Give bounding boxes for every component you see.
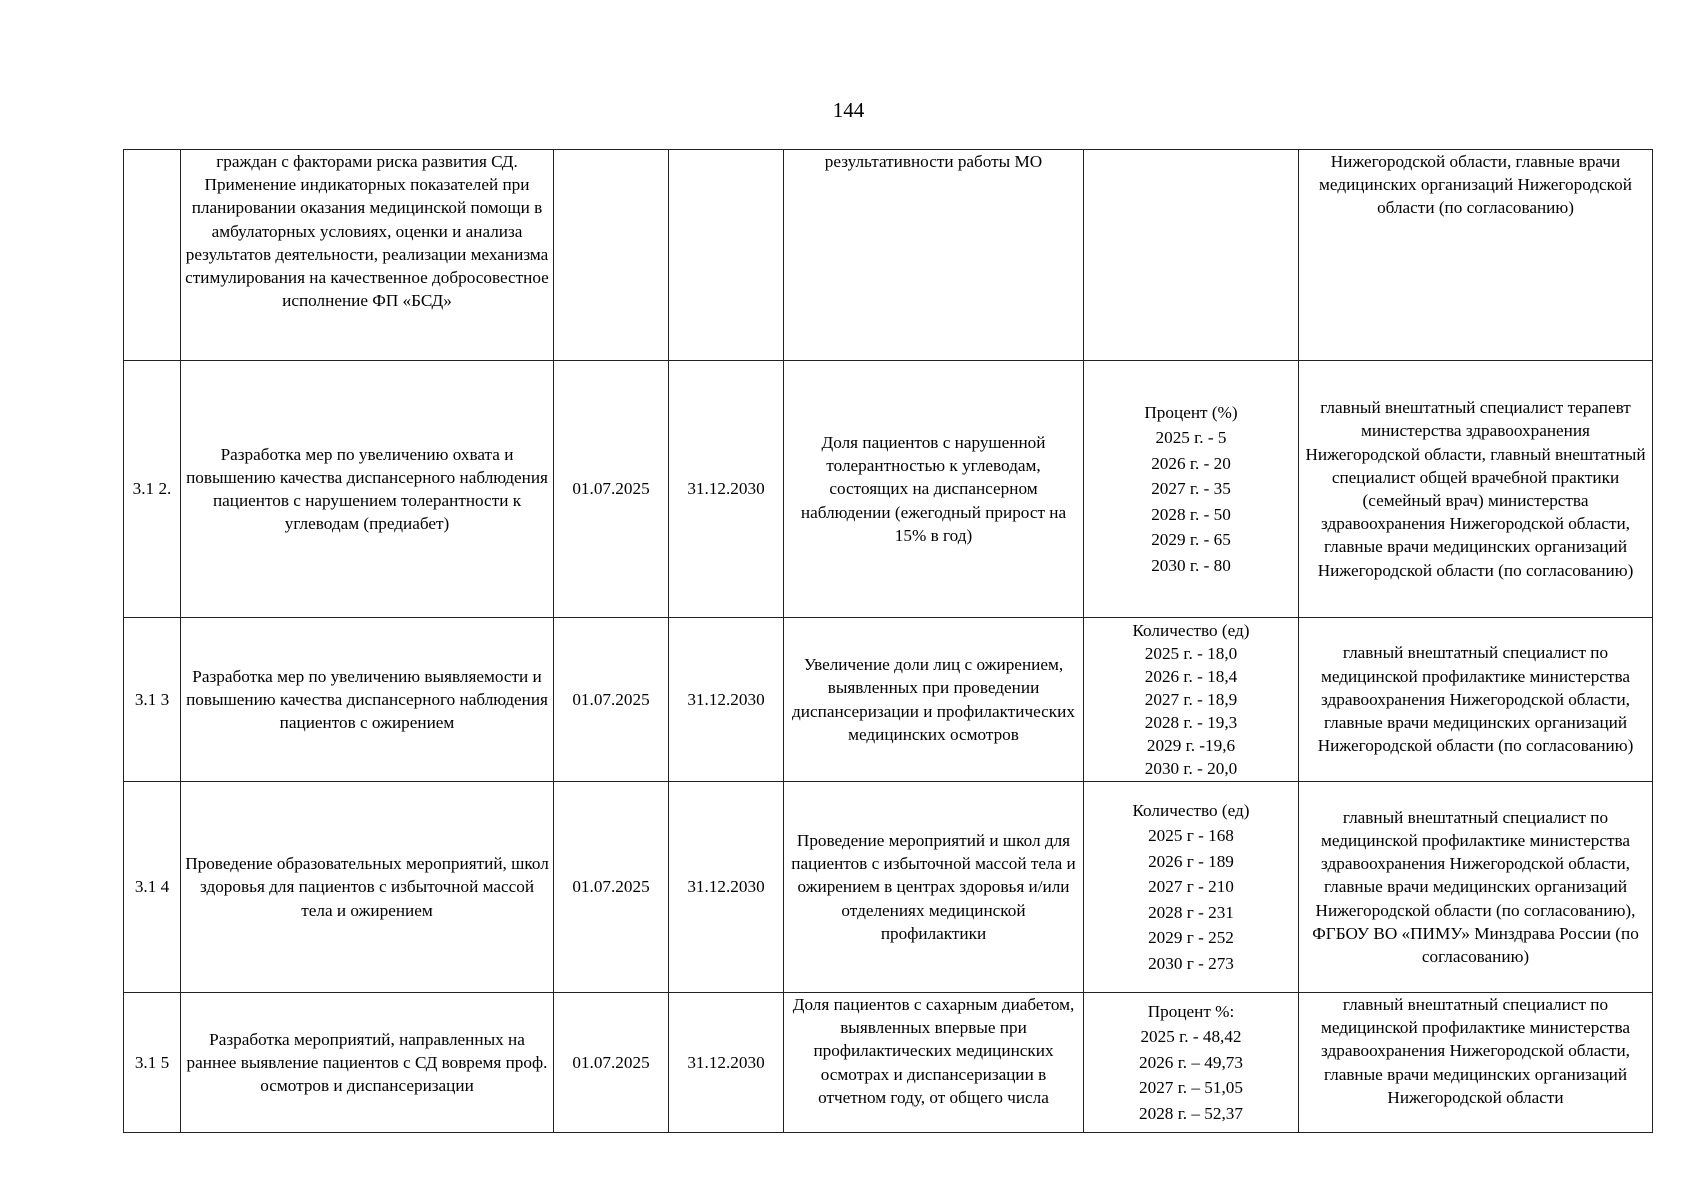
indicator-line: 2028 г. – 52,37 (1139, 1103, 1243, 1123)
indicator-line: 2027 г. - 35 (1151, 479, 1231, 499)
measure-name-cell: Разработка мер по увеличению выявляемости и повышению качества диспансерного наблюдения пациентов с ожирением (181, 618, 554, 782)
measure-name-cell: Разработка мероприятий, направленных на раннее выявление пациентов с СД вовремя проф. осмотров и диспансеризации (181, 993, 554, 1133)
measure-name-cell: Проведение образовательных мероприятий, школ здоровья для пациентов с избыточной массой тела и ожирением (181, 782, 554, 993)
indicator-cell (1084, 150, 1299, 361)
table-row (124, 618, 1653, 782)
indicator-line: 2030 г. - 20,0 (1144, 759, 1238, 778)
end-date-cell: 31.12.2030 (669, 618, 784, 782)
result-cell: Увеличение доли лиц с ожирением, выявленных при проведении диспансеризации и профилактических медицинских осмотров (784, 618, 1084, 782)
indicator-line: 2028 г - 231 (1148, 902, 1234, 922)
indicator-cell (1084, 361, 1299, 618)
row-number-cell (124, 150, 181, 361)
responsible-cell: Нижегородской области, главные врачи медицинских организаций Нижегородской области (по согласованию) (1299, 150, 1653, 361)
page-number: 144 (832, 98, 865, 122)
indicator-line: 2026 г - 189 (1148, 851, 1234, 871)
indicator-line: 2027 г. - 18,9 (1144, 690, 1238, 709)
measure-name-cell: граждан с факторами риска развития СД. Применение индикаторных показателей при планировании оказания медицинской помощи в амбулаторных условиях, оценки и анализа результатов деятельности, реализации механизма стимулирования на качественное добросовестное исполнение ФП «БСД» (181, 150, 554, 361)
table-row (124, 361, 1653, 618)
result-cell: Проведение мероприятий и школ для пациентов с избыточной массой тела и ожирением в центрах здоровья и/или отделениях медицинской профилактики (784, 782, 1084, 993)
indicator-cell (1084, 782, 1299, 993)
end-date-cell (669, 150, 784, 361)
indicator-line: 2025 г. - 5 (1155, 428, 1227, 448)
indicator-line: 2027 г. – 51,05 (1139, 1078, 1243, 1098)
indicator-line: 2026 г. – 49,73 (1139, 1052, 1243, 1072)
indicator-line: 2027 г - 210 (1148, 877, 1234, 897)
indicator-line: 2030 г - 273 (1148, 953, 1234, 973)
end-date-cell: 31.12.2030 (669, 993, 784, 1133)
measure-name-cell: Разработка мер по увеличению охвата и повышению качества диспансерного наблюдения пациентов с нарушением толерантности к углеводам (предиабет) (181, 361, 554, 618)
start-date-cell: 01.07.2025 (554, 782, 669, 993)
indicator-cell (1084, 618, 1299, 782)
start-date-cell (554, 150, 669, 361)
responsible-cell: главный внештатный специалист по медицинской профилактике министерства здравоохранения Нижегородской области, главные врачи медицинских организаций Нижегородской области (по согласованию), ФГБОУ ВО «ПИМУ» Минздрава России (по согласованию) (1299, 782, 1653, 993)
table-row (124, 993, 1653, 1133)
measures-table (123, 149, 1653, 1133)
table-row (124, 782, 1653, 993)
responsible-cell: главный внештатный специалист терапевт министерства здравоохранения Нижегородской области, главный внештатный специалист общей врачебной практики (семейный врач) министерства здравоохранения Нижегородской области, главные врачи медицинских организаций Нижегородской области (по согласованию) (1299, 361, 1653, 618)
indicator-line: 2029 г. -19,6 (1146, 736, 1236, 755)
indicator-line: 2025 г. - 18,0 (1144, 644, 1238, 663)
indicator-line: 2028 г. - 50 (1151, 504, 1231, 524)
table-row (124, 150, 1653, 361)
indicator-line: Процент (%) (1144, 402, 1238, 422)
indicator-line: Количество (ед) (1132, 800, 1250, 820)
responsible-cell: главный внештатный специалист по медицинской профилактике министерства здравоохранения Нижегородской области, главные врачи медицинских организаций Нижегородской области (1299, 993, 1653, 1133)
end-date-cell: 31.12.2030 (669, 361, 784, 618)
indicator-line: Количество (ед) (1132, 621, 1250, 640)
start-date-cell: 01.07.2025 (554, 361, 669, 618)
indicator-line: 2026 г. - 18,4 (1144, 667, 1238, 686)
start-date-cell: 01.07.2025 (554, 618, 669, 782)
result-cell: Доля пациентов с сахарным диабетом, выявленных впервые при профилактических медицинских осмотрах и диспансеризации в отчетном году, от общего числа (784, 993, 1084, 1133)
row-number-cell: 3.1 4 (124, 782, 181, 993)
indicator-line: 2025 г - 168 (1148, 826, 1234, 846)
end-date-cell: 31.12.2030 (669, 782, 784, 993)
row-number-cell: 3.1 3 (124, 618, 181, 782)
row-number-cell: 3.1 2. (124, 361, 181, 618)
responsible-cell: главный внештатный специалист по медицинской профилактике министерства здравоохранения Нижегородской области, главные врачи медицинских организаций Нижегородской области (по согласованию) (1299, 618, 1653, 782)
indicator-line: 2026 г. - 20 (1151, 453, 1231, 473)
start-date-cell: 01.07.2025 (554, 993, 669, 1133)
indicator-line: 2025 г. - 48,42 (1140, 1027, 1242, 1047)
row-number-cell: 3.1 5 (124, 993, 181, 1133)
indicator-line: 2028 г. - 19,3 (1144, 713, 1238, 732)
result-cell: Доля пациентов с нарушенной толерантностью к углеводам, состоящих на диспансерном наблюдении (ежегодный прирост на 15% в год) (784, 361, 1084, 618)
indicator-line: 2029 г - 252 (1148, 928, 1234, 948)
indicator-line: 2029 г. - 65 (1151, 530, 1231, 550)
indicator-cell (1084, 993, 1299, 1133)
indicator-line: Процент %: (1147, 1001, 1235, 1021)
indicator-line: 2030 г. - 80 (1151, 555, 1231, 575)
result-cell: результативности работы МО (784, 150, 1084, 361)
